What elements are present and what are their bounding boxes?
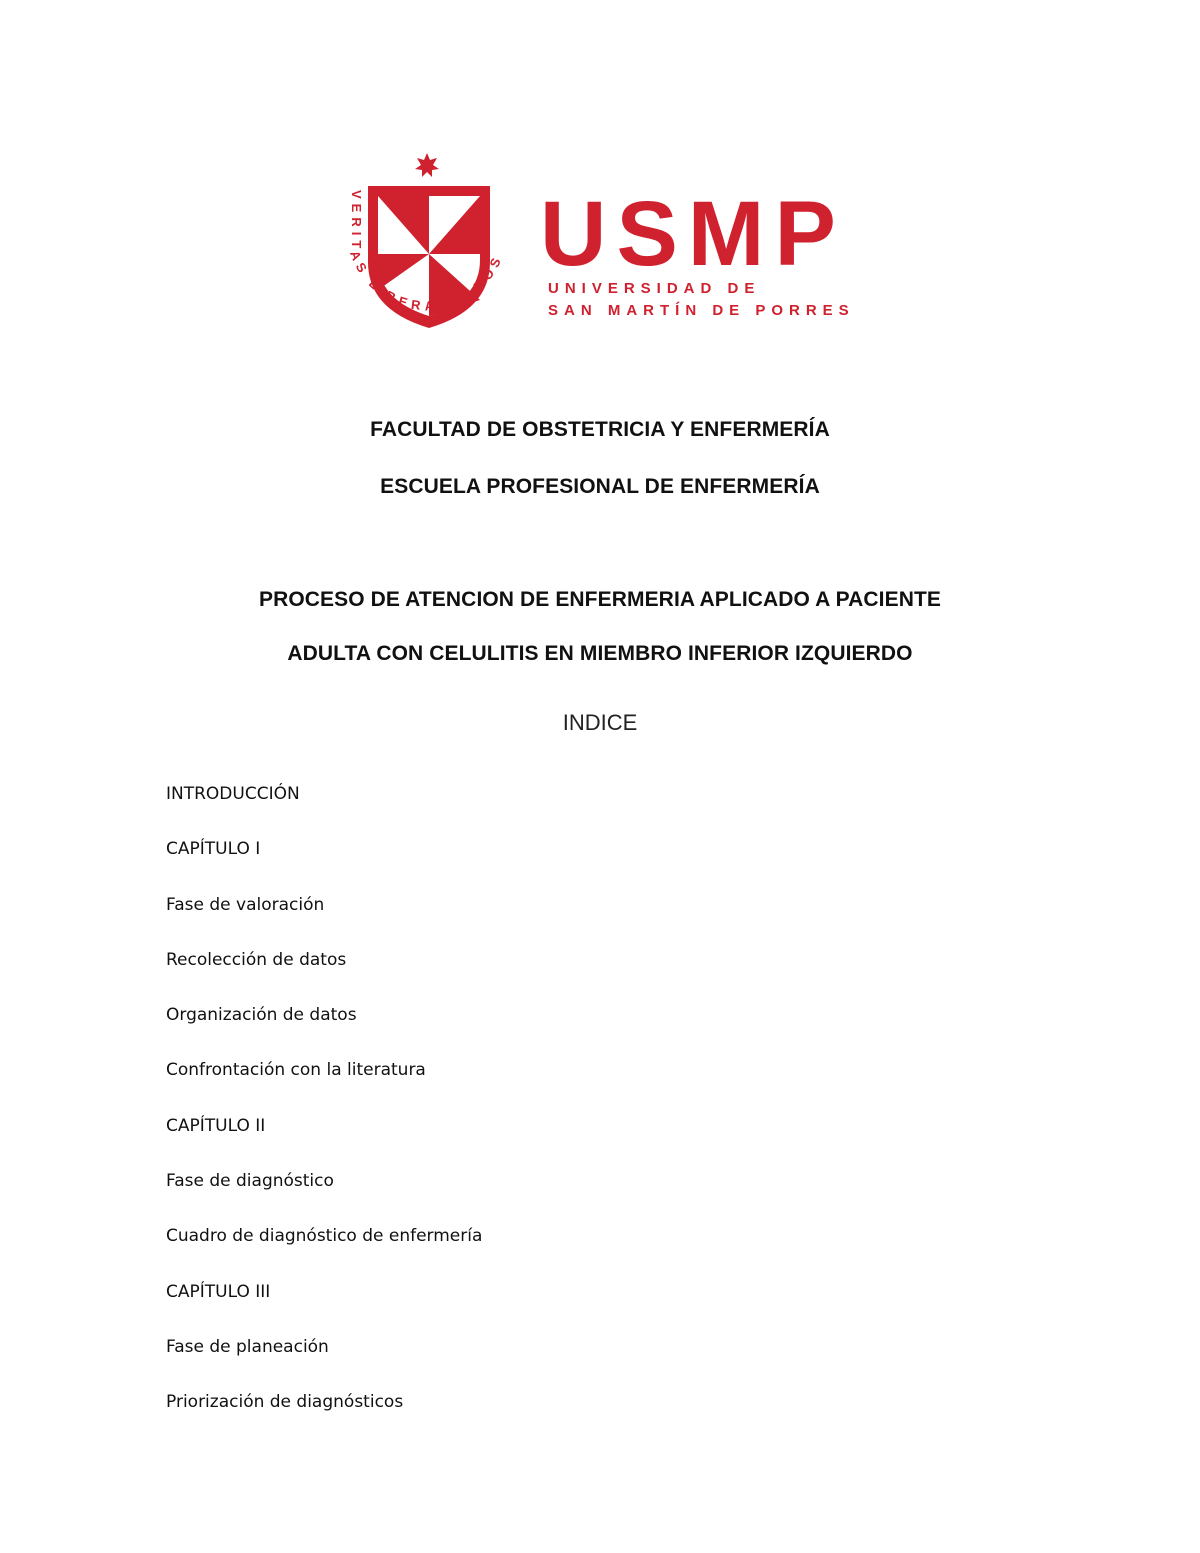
table-of-contents xyxy=(166,782,482,1446)
title-line-2: ADULTA CON CELULITIS EN MIEMBRO INFERIOR IZQUIERDO xyxy=(287,642,913,665)
toc-item: Recolección de datos xyxy=(166,949,347,970)
star-icon xyxy=(415,153,439,177)
toc-item: Fase de diagnóstico xyxy=(166,1171,334,1192)
brand-wordmark: USMP xyxy=(540,183,846,285)
toc-item: Priorización de diagnósticos xyxy=(166,1392,404,1413)
toc-item: Fase de valoración xyxy=(166,894,325,915)
university-logo xyxy=(330,150,850,350)
toc-item: CAPÍTULO I xyxy=(166,839,261,860)
toc-item: Organización de datos xyxy=(166,1005,357,1026)
toc-item: Fase de planeación xyxy=(166,1336,329,1357)
toc-item: INTRODUCCIÓN xyxy=(166,784,300,804)
motto-text: VERITAS LIBERABIT VOS xyxy=(347,190,506,314)
toc-item: Cuadro de diagnóstico de enfermería xyxy=(166,1226,483,1247)
university-name-line1: UNIVERSIDAD DE xyxy=(548,280,761,297)
toc-item: CAPÍTULO III xyxy=(166,1281,271,1302)
toc-item: CAPÍTULO II xyxy=(166,1115,266,1136)
title-line-1: PROCESO DE ATENCION DE ENFERMERIA APLICADO A PACIENTE xyxy=(258,588,941,611)
index-title: INDICE xyxy=(562,710,638,735)
school-heading: ESCUELA PROFESIONAL DE ENFERMERÍA xyxy=(380,475,820,498)
university-name-line2: SAN MARTÍN DE PORRES xyxy=(548,302,850,319)
faculty-heading: FACULTAD DE OBSTETRICIA Y ENFERMERÍA xyxy=(370,418,830,441)
toc-item: Confrontación con la literatura xyxy=(166,1060,426,1081)
